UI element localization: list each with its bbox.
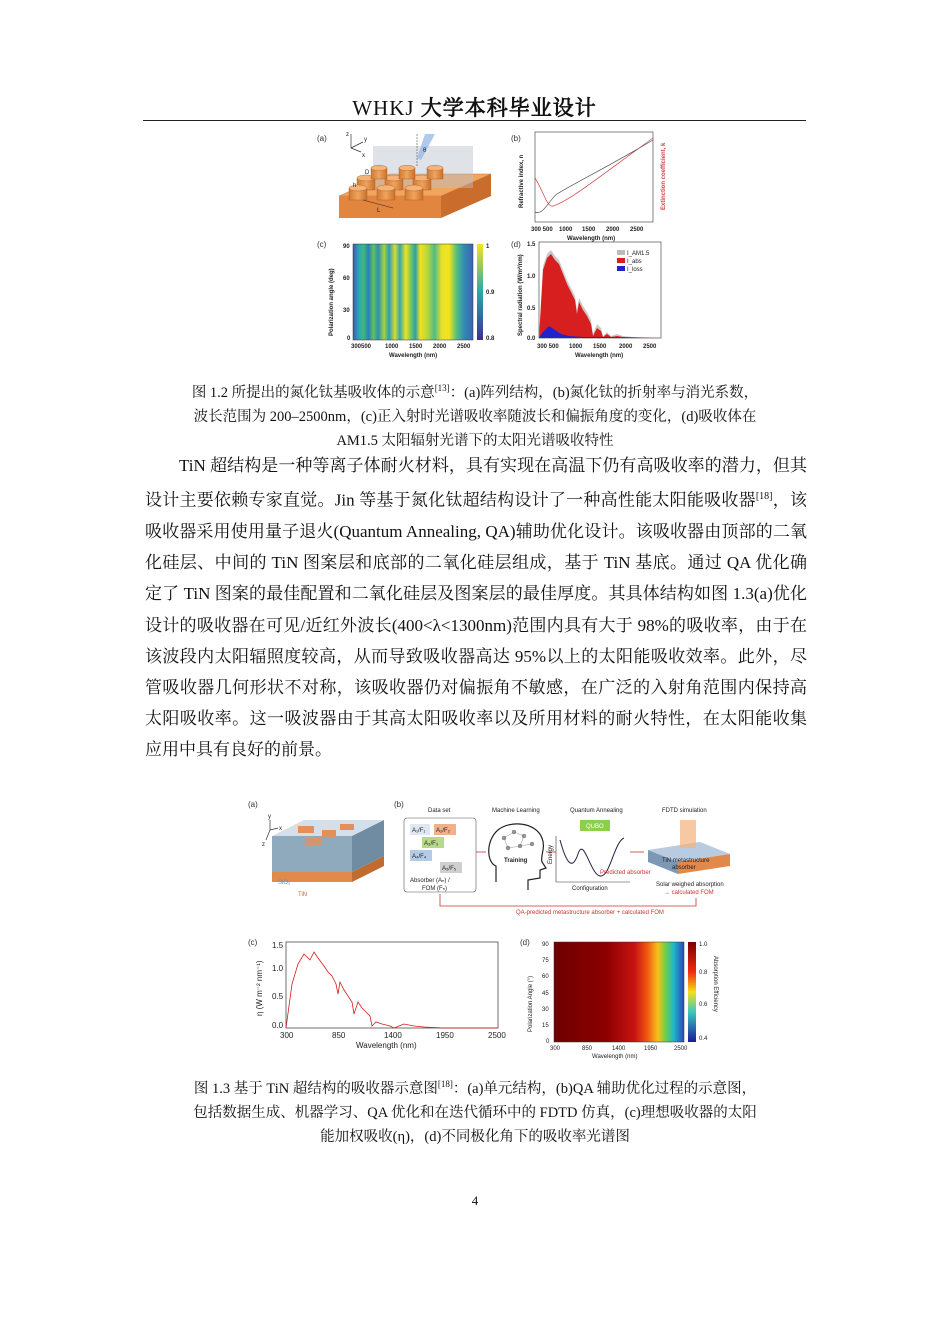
svg-text:Configuration: Configuration	[572, 886, 608, 892]
fig1-panel-c-chart	[313, 236, 505, 360]
svg-text:2000: 2000	[606, 227, 620, 233]
svg-text:300: 300	[280, 1031, 294, 1040]
fig2-panel-a-diagram	[244, 800, 394, 912]
figure-1-2-caption: 图 1.2 所提出的氮化钛基吸收体的示意[13]：(a)阵列结构，(b)氮化钛的折射率与消光系数， 波长范围为 200–2500nm，(c)正入射时光谱吸收率随波长和偏振角度的变化，(d)吸收体在 AM1.5 太阳辐射光谱下的太阳光谱吸收特性	[191, 383, 759, 449]
svg-text:1000: 1000	[385, 344, 399, 350]
svg-text:y: y	[268, 814, 271, 820]
svg-text:A₂/F₂: A₂/F₂	[436, 828, 450, 834]
svg-text:Machine Learning: Machine Learning	[492, 808, 540, 814]
fig1-a-y: y	[364, 137, 367, 143]
svg-text:I_AM1.5: I_AM1.5	[627, 251, 650, 257]
fig2-panel-b-label: (b)	[394, 800, 404, 809]
svg-text:60: 60	[343, 276, 350, 282]
svg-text:FOM (Fₙ): FOM (Fₙ)	[422, 886, 448, 892]
fig1-a-theta: θ	[423, 148, 427, 154]
svg-text:45: 45	[542, 991, 549, 997]
figure-1-3-caption: 图 1.3 基于 TiN 超结构的吸收器示意图[18]：(a)单元结构，(b)QA 辅助优化过程的示意图， 包括数据生成、机器学习、QA 优化和在迭代循环中的 FDTD 仿真，(c)理想吸收器的太阳 能加权吸收(η)，(d)不同极化角下的吸收率光谱图	[193, 1079, 757, 1145]
svg-text:SiO₂: SiO₂	[278, 880, 291, 886]
svg-text:2500: 2500	[674, 1046, 688, 1052]
fig1-panel-d-chart	[513, 236, 673, 360]
svg-text:1.0: 1.0	[699, 942, 708, 948]
page-header	[143, 92, 806, 122]
svg-text:1.0: 1.0	[527, 274, 536, 280]
svg-text:300 500: 300 500	[537, 344, 559, 350]
svg-text:2000: 2000	[433, 344, 447, 350]
svg-text:I_loss: I_loss	[627, 267, 643, 273]
svg-text:Data set: Data set	[428, 808, 451, 814]
fig1-a-L: L	[377, 208, 381, 214]
svg-text:0: 0	[546, 1039, 550, 1045]
svg-text:300 500: 300 500	[531, 227, 553, 233]
svg-text:A₅/F₅: A₅/F₅	[442, 866, 457, 872]
svg-text:η (W m⁻² nm⁻¹): η (W m⁻² nm⁻¹)	[255, 960, 264, 1016]
svg-text:0.8: 0.8	[699, 970, 708, 976]
svg-text:z: z	[262, 842, 265, 848]
svg-text:2500: 2500	[457, 344, 471, 350]
svg-text:2500: 2500	[488, 1031, 506, 1040]
fig1-panel-b-label: (b)	[511, 134, 521, 143]
figure-1-3	[244, 796, 756, 1060]
svg-text:1400: 1400	[384, 1031, 402, 1040]
svg-text:30: 30	[542, 1007, 549, 1013]
svg-text:1: 1	[486, 244, 490, 250]
page-number: 4	[471, 1193, 479, 1208]
svg-text:1000: 1000	[559, 227, 573, 233]
svg-text:1500: 1500	[582, 227, 596, 233]
svg-text:TiN: TiN	[298, 892, 308, 898]
svg-text:Polarization Angle (°): Polarization Angle (°)	[528, 975, 534, 1032]
svg-text:0: 0	[347, 336, 351, 342]
svg-text:850: 850	[332, 1031, 346, 1040]
svg-text:1.5: 1.5	[527, 242, 536, 248]
svg-text:Solar weighed absorption: Solar weighed absorption	[656, 882, 724, 888]
svg-text:Wavelength (nm): Wavelength (nm)	[389, 353, 438, 359]
svg-text:→ calculated FOM: → calculated FOM	[664, 890, 714, 896]
svg-text:Predicted absorber: Predicted absorber	[600, 870, 651, 876]
svg-text:0.8: 0.8	[486, 336, 495, 342]
fig1-a-h: h	[353, 183, 357, 189]
body-paragraph: TiN 超结构是一种等离子体耐火材料，具有实现在高温下仍有高吸收率的潜力，但其设计主要依赖专家直觉。Jin 等基于氮化钛超结构设计了一种高性能太阳能吸收器[18]，该吸收器采用使用量子退火(Quantum Annealing, QA)辅助优化设计。该吸收器由顶部的二氧化硅层、中间的 TiN 图案层和底部的二氧化硅层组成，基于 TiN 基底。通过 QA 优化确定了 TiN 图案的最佳配置和二氧化硅层及图案层的最佳厚度。其具体结构如图 1.3(a)优化设计的吸收器在可见/近红外波长(400<λ<1300nm)范围内具有大于 98%的吸收率，由于在该波段内太阳辐照度较高，从而导致吸收器高达 95%以上的太阳能吸收效率。此外，尽管吸收器几何形状不对称，该吸收器仍对偏振角不敏感，在广泛的入射角范围内保持高太阳吸收率。这一吸波器由于其高太阳吸收率以及所用材料的耐火特性，在太阳能收集应用中具有良好的前景。	[145, 456, 807, 760]
svg-text:Polarization angle (deg): Polarization angle (deg)	[329, 268, 335, 336]
svg-text:1400: 1400	[612, 1046, 626, 1052]
svg-text:300: 300	[550, 1046, 561, 1052]
svg-text:1950: 1950	[644, 1046, 658, 1052]
svg-text:1000: 1000	[569, 344, 583, 350]
svg-text:A₁/F₁: A₁/F₁	[412, 828, 426, 834]
svg-text:TiN metastructure: TiN metastructure	[662, 858, 710, 864]
svg-text:60: 60	[542, 974, 549, 980]
svg-text:300500: 300500	[351, 344, 372, 350]
figure-1-2	[313, 124, 673, 360]
fig1-panel-b-chart	[513, 128, 673, 242]
fig2-panel-c-label: (c)	[248, 938, 258, 947]
svg-text:Extinction coefficient, k: Extinction coefficient, k	[661, 142, 667, 210]
svg-text:2000: 2000	[619, 344, 633, 350]
svg-text:Quantum Annealing: Quantum Annealing	[570, 808, 623, 814]
fig1-panel-a-diagram	[313, 126, 505, 238]
fig2-panel-d-label: (d)	[520, 938, 530, 947]
svg-text:A₄/F₄: A₄/F₄	[412, 854, 427, 860]
svg-text:1500: 1500	[593, 344, 607, 350]
svg-text:QUBO: QUBO	[586, 824, 604, 830]
fig1-panel-d-label: (d)	[511, 240, 521, 249]
fig2-panel-a-label: (a)	[248, 800, 258, 809]
svg-text:2500: 2500	[630, 227, 644, 233]
svg-text:Wavelength (nm): Wavelength (nm)	[575, 353, 624, 359]
svg-text:2500: 2500	[643, 344, 657, 350]
header-rule	[143, 120, 806, 121]
header-left: WHKJ	[352, 96, 415, 120]
svg-text:1950: 1950	[436, 1031, 454, 1040]
svg-text:90: 90	[343, 244, 350, 250]
svg-text:0.9: 0.9	[486, 290, 495, 296]
fig1-a-x: x	[362, 153, 365, 159]
svg-text:0.6: 0.6	[699, 1002, 708, 1008]
svg-text:FDTD simulation: FDTD simulation	[662, 808, 707, 814]
svg-text:x: x	[279, 826, 282, 832]
fig1-panel-c-label: (c)	[317, 240, 327, 249]
svg-text:15: 15	[542, 1023, 549, 1029]
svg-text:Absorption Efficiency: Absorption Efficiency	[712, 956, 718, 1012]
svg-text:0.5: 0.5	[527, 306, 536, 312]
svg-text:0.0: 0.0	[272, 1021, 284, 1030]
fig1-a-D: D	[365, 170, 370, 176]
svg-text:0.4: 0.4	[699, 1036, 708, 1042]
fig1-a-z: z	[346, 132, 349, 138]
svg-text:0.0: 0.0	[527, 336, 536, 342]
svg-text:I_abs: I_abs	[627, 259, 642, 265]
svg-text:Training: Training	[504, 858, 528, 864]
svg-text:Wavelength (nm): Wavelength (nm)	[567, 236, 616, 242]
svg-text:Absorber (Aₙ) /: Absorber (Aₙ) /	[410, 878, 450, 884]
svg-text:absorber: absorber	[672, 865, 696, 871]
svg-text:A₃/F₃: A₃/F₃	[424, 841, 439, 847]
fig1-panel-a-label: (a)	[317, 134, 327, 143]
header-right: 大学本科毕业设计	[420, 96, 597, 120]
fig2-panel-b-diagram	[400, 802, 750, 920]
svg-text:1.0: 1.0	[272, 964, 284, 973]
svg-text:1500: 1500	[409, 344, 423, 350]
svg-text:1.5: 1.5	[272, 941, 284, 950]
svg-text:850: 850	[582, 1046, 593, 1052]
svg-text:Wavelength (nm): Wavelength (nm)	[356, 1041, 417, 1050]
fig2-panel-c-chart	[244, 938, 506, 1058]
svg-text:QA-predicted metastructure abs: QA-predicted metastructure absorber + calculated FOM	[516, 910, 664, 916]
svg-text:90: 90	[542, 942, 549, 948]
svg-text:Wavelength (nm): Wavelength (nm)	[592, 1054, 638, 1060]
svg-text:Energy: Energy	[548, 844, 554, 864]
svg-text:Spectral radiation (W/m²/nm): Spectral radiation (W/m²/nm)	[518, 254, 524, 336]
svg-text:75: 75	[542, 958, 549, 964]
svg-text:0.5: 0.5	[272, 992, 284, 1001]
svg-text:30: 30	[343, 308, 350, 314]
fig2-panel-d-chart	[520, 936, 750, 1060]
svg-text:Refractive index, n: Refractive index, n	[519, 154, 525, 208]
